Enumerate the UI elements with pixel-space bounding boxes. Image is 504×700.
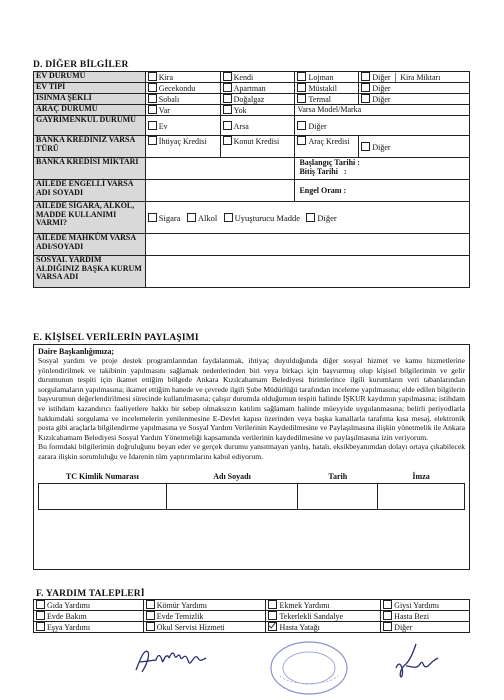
option-evde-temizlik: Evde Temizlik [156,612,204,621]
checkbox-alkol[interactable] [187,213,196,222]
addressee: Daire Başkanlığımıza; [38,347,115,356]
consent-paragraph: Sosyal yardım ve proje destek programlarından faydalanmak, ihtiyaç duyulduğunda diğer sosyal hizmet ve kamu hizmetlerine yönlendirilmek ve takibinin yapılmasını sağlamak nedenlerinden biri veya birkaçı için başvurmuş olup kişisel bilgilerimin ve gelir durumunun tespiti için ikamet ettiğim bölgede Ankara Kızılcahamam Belediyesi birimlerince ilgili kurumların veri tabanlarından sorgulamaların yapılmasına; ikamet ettiğim hanede ve çevrede ilgili Şube Müdürlüğü tarafından inceleme yapılmasına; elde edilen bilgilerin başvurumun değerlendirilmesi sürecinde kullanılmasına; çalışır durumda olduğumun tespiti halinde İŞKUR kaydımın yapılmasına; istihdam ve istihdam kazandırıcı faaliyetlere hakkı bir sebep olmaksızın katılım sağlamam halinde müeyyide uygulanmasına; belirli periyodlarla hakkımdaki sorgulama ve incelemelerin yenilenmesine E-Devlet kapısı üzerinden veya başka kanallarla tarafıma kısa mesaj, elektronik posta gibi araçlarla bilgilendirme yapılmasına ve Sosyal Yardım Verilerinin Kaydedilmesine ve Paylaşılmasına ilişkin yönetmelik ile Ankara Kızılcahamam Belediyesi Sosyal Yardım Yönetmeliği kapsamında verilerinin kaydedilmesine ve paylaşılmasına izin veriyorum. [38,356,465,442]
imza-field[interactable] [378,484,465,510]
checkbox-arac-kredi[interactable] [297,136,306,145]
checkbox-esya[interactable] [36,622,45,631]
consent-box [33,344,470,570]
checkbox-evde-bakim[interactable] [36,611,45,620]
checkbox-lojman[interactable] [297,72,306,81]
arac-model-field[interactable] [295,105,470,116]
kredi-miktari-field[interactable] [145,158,295,180]
checkbox-arsa[interactable] [223,121,232,130]
section-f-title: F. YARDIM TALEPLERİ [36,589,145,599]
official-stamp [266,636,352,696]
declaration-paragraph: Bu formdaki bilgilerimin doğruluğunu beyan eder ve gerçek durumu yansıtmayan yanlış, hatalı, eksikbeyanımdan dolayı ortaya çıkabilecek zarara ilişkin sorumluluğu ve İdarenin tüm yaptırımlarını kabul ediyorum. [38,442,465,461]
option-giysi: Giysi Yardımı [394,601,440,610]
option-sobali: Sobalı [158,95,180,104]
checkbox-sobali[interactable] [148,94,157,103]
option-kira-miktari: Kira Miktarı [400,73,441,82]
label-ev-durumu: EV DURUMU [34,72,146,83]
option-arsa: Arsa [233,121,249,131]
option-evde-bakim: Evde Bakım [47,612,87,621]
option-okul-servisi: Okul Servisi Hizmeti [156,623,225,632]
option-lojman: Lojman [308,73,334,82]
option-kendi: Kendi [233,73,254,82]
checkbox-mustakil[interactable] [297,83,306,92]
option-arac-kredi: Araç Kredisi [308,137,350,146]
checkbox-ekmek[interactable] [268,600,277,609]
section-d-title: D. DİĞER BİLGİLER [33,60,129,70]
engelli-field[interactable] [145,180,295,202]
option-arac-yok: Yok [233,106,247,115]
label-kredi: BANKA KREDİNİZ VARSA TÜRÜ [34,136,146,158]
checkbox-giysi[interactable] [383,600,392,609]
checkbox-kira[interactable] [148,72,157,81]
checkbox-hasta-bezi[interactable] [383,611,392,620]
header-tc: TC Kimlik Numarası [39,472,167,484]
signature-table [38,472,465,511]
header-imza: İmza [378,472,465,484]
signature-right [386,640,442,682]
option-termal: Termal [308,95,332,104]
bitis-tarihi: Bitiş Tarihi : [299,167,347,176]
checkbox-gecekondu[interactable] [148,83,157,92]
checkbox-sigara[interactable] [148,213,157,222]
checkbox-gm-diger[interactable] [297,121,306,130]
option-ev: Ev [158,121,168,131]
label-bagimlilik: AİLEDE SİGARA, ALKOL, MADDE KULLANIMI VARMI? [34,202,146,234]
option-dogalgaz: Doğalgaz [233,95,265,104]
checkbox-hasta-yatagi[interactable] [268,622,277,631]
label-ev-tipi: EV TİPİ [34,83,146,94]
checkbox-yardim-diger[interactable] [383,622,392,631]
checkbox-ihtiyac[interactable] [148,136,157,145]
option-gecekondu: Gecekondu [158,84,196,93]
header-ad-soyad: Adı Soyadı [166,472,298,484]
option-yardim-diger: Diğer [394,623,413,632]
checkbox-arac-yok[interactable] [223,105,232,114]
option-gm-diger: Diğer [308,121,327,131]
option-arac-model: Varsa Model/Marka [297,105,362,114]
ad-soyad-field[interactable] [166,484,298,510]
checkbox-arac-var[interactable] [148,105,157,114]
option-kredi-diger: Diğer [372,142,391,152]
mahkum-field[interactable] [145,234,469,256]
tarih-field[interactable] [298,484,378,510]
checkbox-konut[interactable] [223,136,232,145]
checkbox-gida[interactable] [36,600,45,609]
signature-left [132,640,212,680]
option-bagimlilik-diger: Diğer [317,212,337,223]
checkbox-kendi[interactable] [223,72,232,81]
option-gida: Gıda Yardımı [47,601,91,610]
checkbox-okul-servisi[interactable] [146,622,155,631]
section-e-title: E. KİŞİSEL VERİLERİN PAYLAŞIMI [33,333,199,343]
option-esya: Eşya Yardımı [47,623,91,632]
option-tekerlekli: Tekerlekli Sandalye [279,612,344,621]
option-apartman: Apartman [233,84,266,93]
option-tip-diger: Diğer [372,84,391,93]
option-mustakil: Müstakil [308,84,337,93]
checkbox-uyusturucu[interactable] [224,213,233,222]
label-kredi-miktari: BANKA KREDİSİ MİKTARI [34,158,146,180]
option-ihtiyac: İhtiyaç Kredisi [158,137,207,146]
option-alkol: Alkol [197,212,218,223]
checkbox-dogalgaz[interactable] [223,94,232,103]
checkbox-isinma-diger[interactable] [361,94,370,103]
other-info-table: EV DURUMU Kira Kendi Lojman Diğer │ Kira Miktarı EV TİPİ Gecekondu Apartman Müstakil Diğer ISINMA ŞEKLİ Sobalı Doğalgaz Termal Diğer ARAÇ DURUMU Var Yok Varsa Model/Marka GAYRİMENKUL DURUMU Ev Arsa Diğer BANKA KREDİNİZ VARSA TÜRÜ İhtiyaç Kredisi Konut Kredisi Araç Kredisi Diğer BANKA KREDİSİ MİKTARI Başlangıç Tarihi : Bitiş Tarihi : AİLEDE ENGELLİ VARSA ADI SOYADI Engel Oranı : AİLEDE SİGARA, ALKOL, MADDE KULLANIMI VARMI? Sigara Alkol Uyuşturucu Madde Diğer AİLEDE MAHKÛM VARSA ADI/SOYADI SOSYAL YARDIM ALDIĞINIZ BAŞKA KURUM VARSA ADI [33,71,470,288]
checkbox-apartman[interactable] [223,83,232,92]
checkbox-komur[interactable] [146,600,155,609]
label-gayrimenkul: GAYRİMENKUL DURUMU [34,116,146,136]
label-engelli: AİLEDE ENGELLİ VARSA ADI SOYADI [34,180,146,202]
option-ekmek: Ekmek Yardımı [279,601,330,610]
option-kira: Kira [158,73,174,82]
checkbox-ev[interactable] [148,121,157,130]
checkbox-tip-diger[interactable] [361,83,370,92]
aid-request-table [33,599,470,633]
label-arac: ARAÇ DURUMU [34,105,146,116]
tc-field[interactable] [39,484,167,510]
option-uyusturucu: Uyuşturucu Madde [234,212,301,223]
option-hasta-bezi: Hasta Bezi [394,612,430,621]
checkbox-termal[interactable] [297,94,306,103]
option-isinma-diger: Diğer [372,95,391,104]
checkbox-kredi-diger[interactable] [361,142,370,151]
checkbox-tekerlekli[interactable] [268,611,277,620]
label-sosyal-yardim: SOSYAL YARDIM ALDIĞINIZ BAŞKA KURUM VARSA ADI [34,256,146,288]
label-isinma: ISINMA ŞEKLİ [34,94,146,105]
option-konut: Konut Kredisi [233,137,280,146]
header-tarih: Tarih [298,472,378,484]
sosyal-yardim-field[interactable] [145,256,469,288]
option-ev-diger: Diğer [372,73,391,82]
option-hasta-yatagi: Hasta Yatağı [279,623,320,632]
checkbox-bagimlilik-diger[interactable] [306,213,315,222]
label-mahkum: AİLEDE MAHKÛM VARSA ADI/SOYADI [34,234,146,256]
option-arac-var: Var [158,106,170,115]
checkbox-ev-diger[interactable] [361,72,370,81]
baslangic-tarihi: Başlangıç Tarihi : [299,158,360,167]
option-komur: Kömür Yardımı [156,601,207,610]
checkbox-evde-temizlik[interactable] [146,611,155,620]
engel-orani: Engel Oranı : [295,180,470,202]
option-sigara: Sigara [158,212,181,223]
